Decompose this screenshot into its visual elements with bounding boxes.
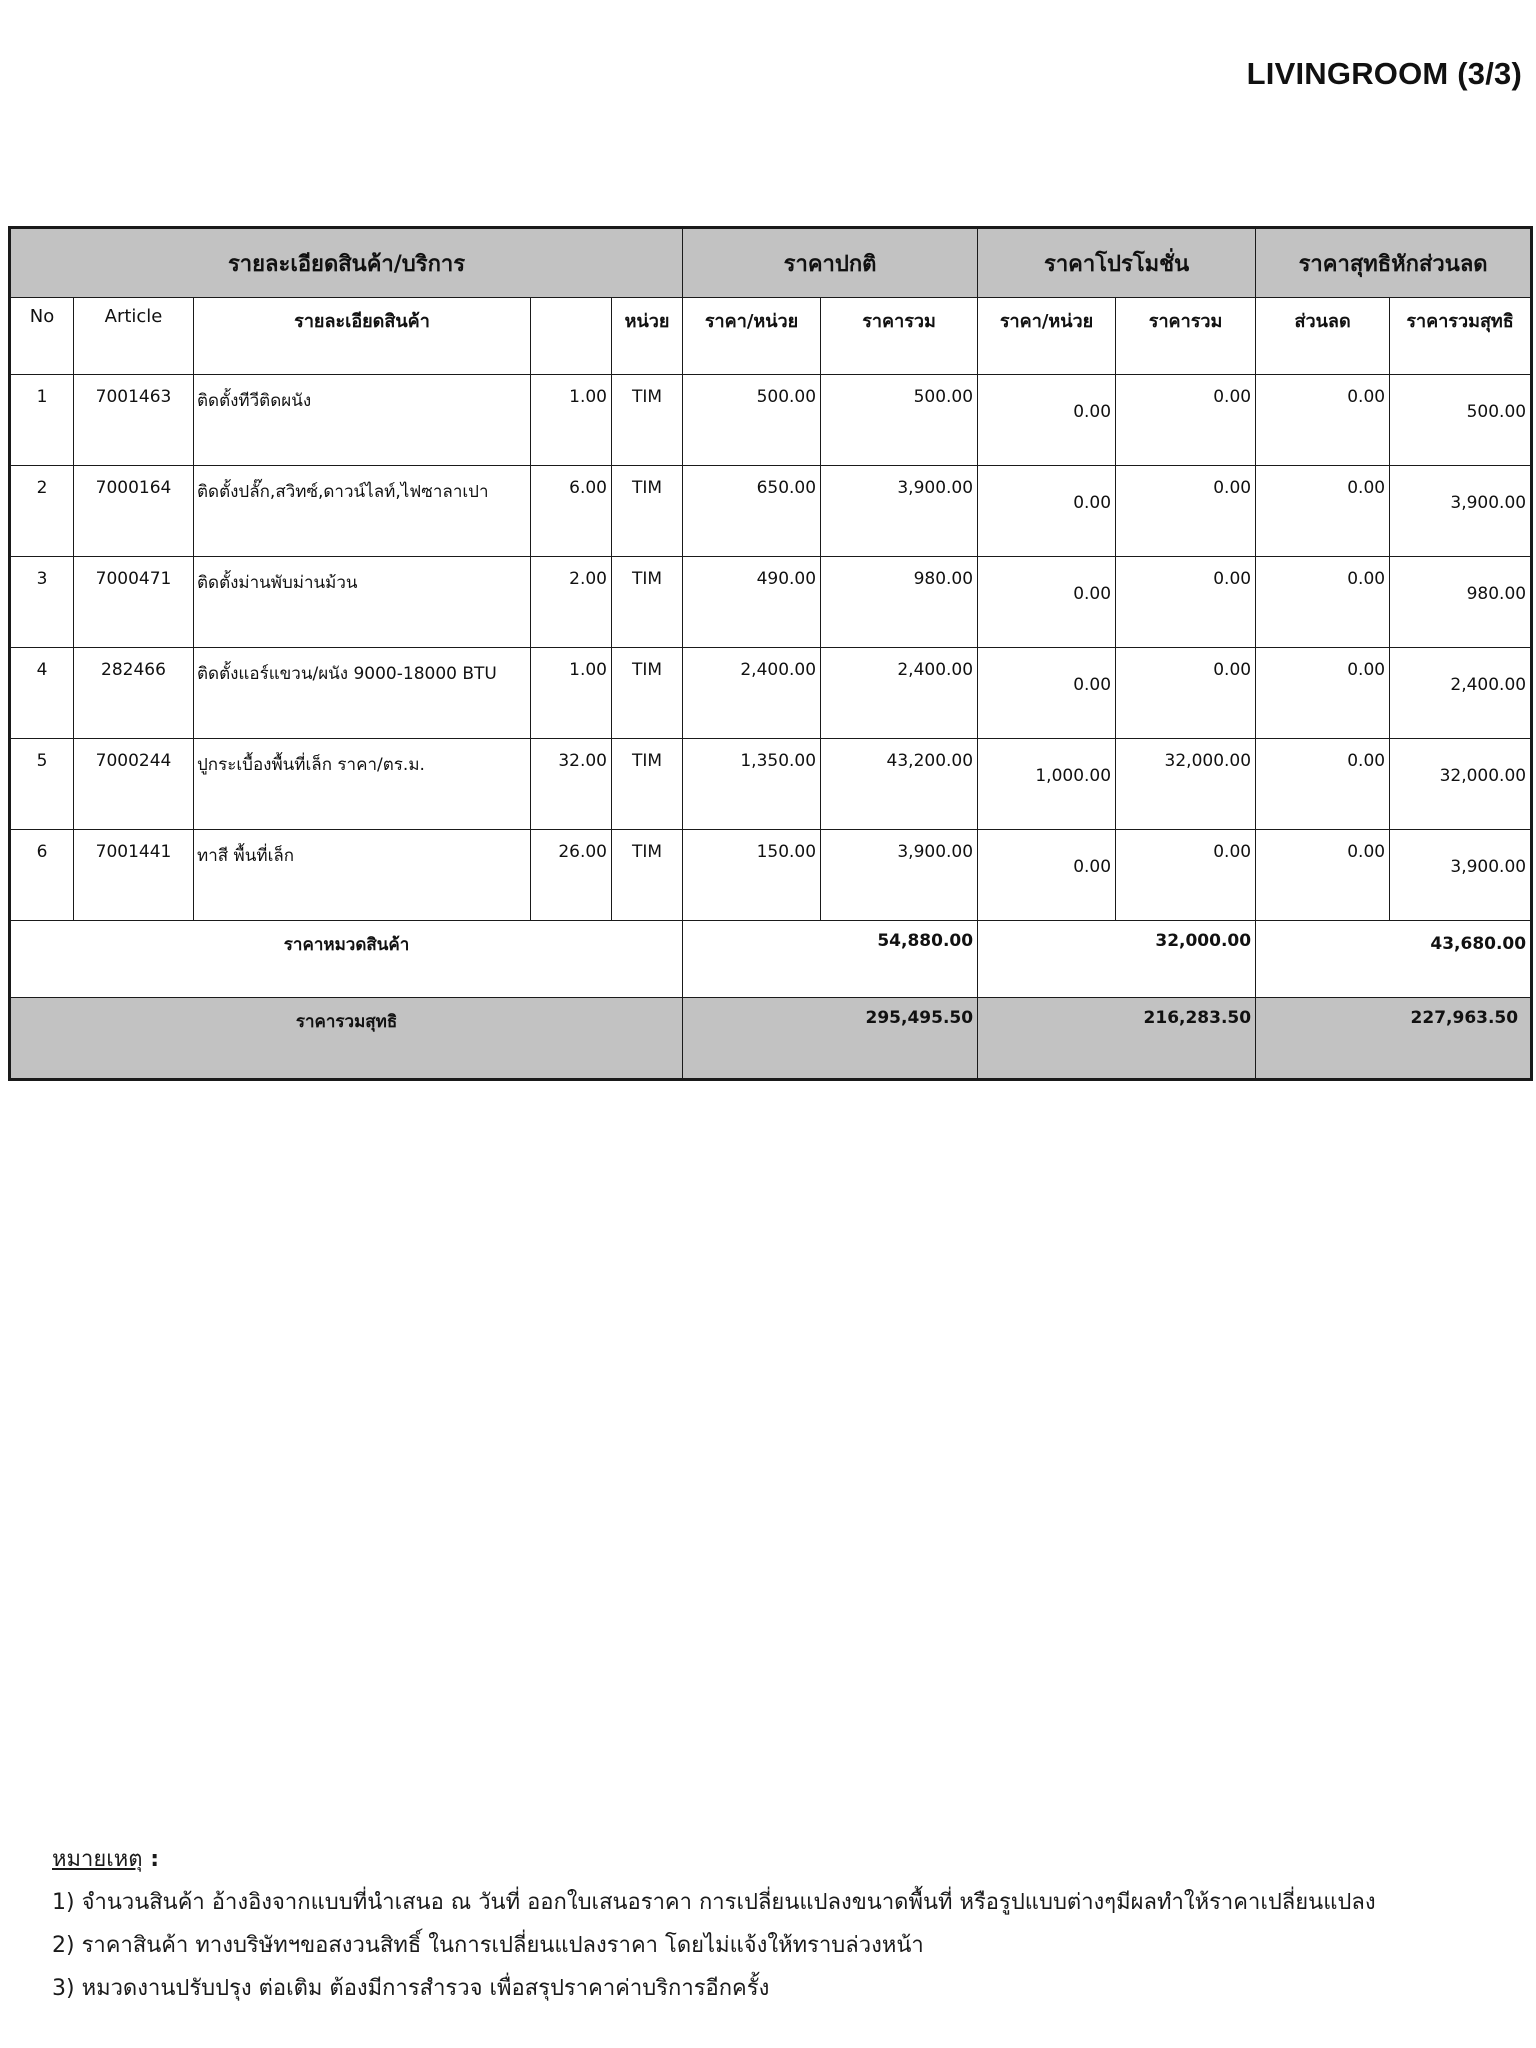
subtotal-net-value: 43,680.00 — [1430, 934, 1527, 954]
row-net-total-value: 980.00 — [1466, 584, 1527, 604]
row-qty: 6.00 — [531, 466, 612, 557]
row-regular-unit-price: 1,350.00 — [683, 739, 821, 830]
row-discount: 0.00 — [1256, 466, 1390, 557]
column-header-net-total: ราคารวมสุทธิ — [1390, 298, 1532, 375]
row-no: 5 — [10, 739, 74, 830]
quotation-table — [8, 226, 1533, 1081]
row-net-total — [1390, 648, 1532, 739]
row-promo-unit-price-value: 0.00 — [1073, 493, 1112, 513]
grand-total-regular: 295,495.50 — [683, 998, 978, 1080]
row-regular-unit-price: 500.00 — [683, 375, 821, 466]
column-header-description: รายละเอียดสินค้า — [194, 298, 531, 375]
row-promo-unit-price-value: 0.00 — [1073, 857, 1112, 877]
row-promo-unit-price — [978, 375, 1116, 466]
page-title: LIVINGROOM (3/3) — [1246, 56, 1522, 91]
row-promo-total: 0.00 — [1116, 830, 1256, 921]
column-header-regular-unit-price: ราคา/หน่วย — [683, 298, 821, 375]
row-regular-total: 500.00 — [821, 375, 978, 466]
row-net-total-value: 2,400.00 — [1450, 675, 1527, 695]
row-article: 282466 — [74, 648, 194, 739]
row-discount: 0.00 — [1256, 557, 1390, 648]
row-promo-unit-price — [978, 557, 1116, 648]
row-net-total-value: 3,900.00 — [1450, 493, 1527, 513]
row-description: ติดตั้งปลั๊ก,สวิทซ์,ดาวน์ไลท์,ไฟซาลาเปา — [194, 466, 531, 557]
column-header-regular-total: ราคารวม — [821, 298, 978, 375]
notes-heading-line — [52, 1838, 1376, 1881]
column-header-article: Article — [74, 298, 194, 375]
row-regular-total: 3,900.00 — [821, 466, 978, 557]
row-promo-total: 0.00 — [1116, 557, 1256, 648]
grand-total-label: ราคารวมสุทธิ — [10, 998, 683, 1080]
row-discount: 0.00 — [1256, 739, 1390, 830]
row-description: ทาสี พื้นที่เล็ก — [194, 830, 531, 921]
row-net-total — [1390, 466, 1532, 557]
row-regular-total: 3,900.00 — [821, 830, 978, 921]
row-net-total-value: 32,000.00 — [1439, 766, 1527, 786]
row-promo-total: 0.00 — [1116, 375, 1256, 466]
group-header-regular-price: ราคาปกติ — [683, 228, 978, 298]
row-article: 7000164 — [74, 466, 194, 557]
row-unit: TIM — [612, 375, 683, 466]
row-promo-unit-price — [978, 648, 1116, 739]
subtotal-promo: 32,000.00 — [978, 921, 1256, 998]
row-article: 7001441 — [74, 830, 194, 921]
row-net-total — [1390, 557, 1532, 648]
row-promo-unit-price-value: 0.00 — [1073, 402, 1112, 422]
row-regular-total: 43,200.00 — [821, 739, 978, 830]
row-article: 7000471 — [74, 557, 194, 648]
row-promo-unit-price — [978, 830, 1116, 921]
row-discount: 0.00 — [1256, 375, 1390, 466]
row-promo-unit-price — [978, 466, 1116, 557]
table-row — [10, 648, 1532, 739]
table-row — [10, 375, 1532, 466]
row-unit: TIM — [612, 830, 683, 921]
row-no: 3 — [10, 557, 74, 648]
group-header-net-price: ราคาสุทธิหักส่วนลด — [1256, 228, 1532, 298]
subtotal-regular: 54,880.00 — [683, 921, 978, 998]
column-header-discount: ส่วนลด — [1256, 298, 1390, 375]
group-header-row — [10, 228, 1532, 298]
group-header-detail: รายละเอียดสินค้า/บริการ — [10, 228, 683, 298]
table-row — [10, 466, 1532, 557]
table-row — [10, 830, 1532, 921]
subtotal-label: ราคาหมวดสินค้า — [10, 921, 683, 998]
row-discount: 0.00 — [1256, 830, 1390, 921]
row-promo-total: 0.00 — [1116, 466, 1256, 557]
column-header-qty — [531, 298, 612, 375]
row-qty: 1.00 — [531, 375, 612, 466]
row-promo-unit-price — [978, 739, 1116, 830]
column-header-promo-unit-price: ราคา/หน่วย — [978, 298, 1116, 375]
table-row — [10, 557, 1532, 648]
row-qty: 32.00 — [531, 739, 612, 830]
row-description: ติดตั้งทีวีติดผนัง — [194, 375, 531, 466]
row-regular-total: 2,400.00 — [821, 648, 978, 739]
row-qty: 26.00 — [531, 830, 612, 921]
column-header-no: No — [10, 298, 74, 375]
row-promo-unit-price-value: 1,000.00 — [1035, 766, 1112, 786]
column-header-promo-total: ราคารวม — [1116, 298, 1256, 375]
row-net-total — [1390, 739, 1532, 830]
subtotal-net — [1256, 921, 1532, 998]
row-promo-total: 32,000.00 — [1116, 739, 1256, 830]
grand-total-net: 227,963.50 — [1256, 998, 1532, 1080]
group-header-promotion-price: ราคาโปรโมชั่น — [978, 228, 1256, 298]
table-row — [10, 739, 1532, 830]
row-description: ติดตั้งม่านพับม่านม้วน — [194, 557, 531, 648]
row-unit: TIM — [612, 466, 683, 557]
column-header-unit: หน่วย — [612, 298, 683, 375]
note-item: 1) จำนวนสินค้า อ้างอิงจากแบบที่นำเสนอ ณ วันที่ ออกใบเสนอราคา การเปลี่ยนแปลงขนาดพื้นที่ หรือรูปแบบต่างๆมีผลทำให้ราคาเปลี่ยนแปลง — [52, 1890, 1376, 1915]
row-description: ปูกระเบื้องพื้นที่เล็ก ราคา/ตร.ม. — [194, 739, 531, 830]
row-regular-unit-price: 490.00 — [683, 557, 821, 648]
row-promo-unit-price-value: 0.00 — [1073, 584, 1112, 604]
row-discount: 0.00 — [1256, 648, 1390, 739]
row-unit: TIM — [612, 739, 683, 830]
row-regular-unit-price: 150.00 — [683, 830, 821, 921]
row-no: 6 — [10, 830, 74, 921]
row-qty: 1.00 — [531, 648, 612, 739]
row-article: 7000244 — [74, 739, 194, 830]
subtotal-row — [10, 921, 1532, 998]
grand-total-promo: 216,283.50 — [978, 998, 1256, 1080]
notes-heading: หมายเหตุ — [52, 1847, 143, 1872]
notes-section — [52, 1838, 1376, 2010]
column-header-row — [10, 298, 1532, 375]
row-unit: TIM — [612, 557, 683, 648]
row-article: 7001463 — [74, 375, 194, 466]
row-net-total-value: 500.00 — [1466, 402, 1527, 422]
notes-heading-colon: : — [142, 1847, 160, 1872]
row-regular-unit-price: 650.00 — [683, 466, 821, 557]
row-net-total-value: 3,900.00 — [1450, 857, 1527, 877]
row-no: 4 — [10, 648, 74, 739]
row-net-total — [1390, 830, 1532, 921]
row-qty: 2.00 — [531, 557, 612, 648]
note-item: 3) หมวดงานปรับปรุง ต่อเติม ต้องมีการสำรวจ เพื่อสรุปราคาค่าบริการอีกครั้ง — [52, 1976, 770, 2001]
row-regular-total: 980.00 — [821, 557, 978, 648]
row-regular-unit-price: 2,400.00 — [683, 648, 821, 739]
row-promo-unit-price-value: 0.00 — [1073, 675, 1112, 695]
row-net-total — [1390, 375, 1532, 466]
row-description: ติดตั้งแอร์แขวน/ผนัง 9000-18000 BTU — [194, 648, 531, 739]
row-unit: TIM — [612, 648, 683, 739]
row-no: 2 — [10, 466, 74, 557]
row-promo-total: 0.00 — [1116, 648, 1256, 739]
note-item: 2) ราคาสินค้า ทางบริษัทฯขอสงวนสิทธิ์ ในการเปลี่ยนแปลงราคา โดยไม่แจ้งให้ทราบล่วงหน้า — [52, 1933, 924, 1958]
row-no: 1 — [10, 375, 74, 466]
grand-total-row — [10, 998, 1532, 1080]
